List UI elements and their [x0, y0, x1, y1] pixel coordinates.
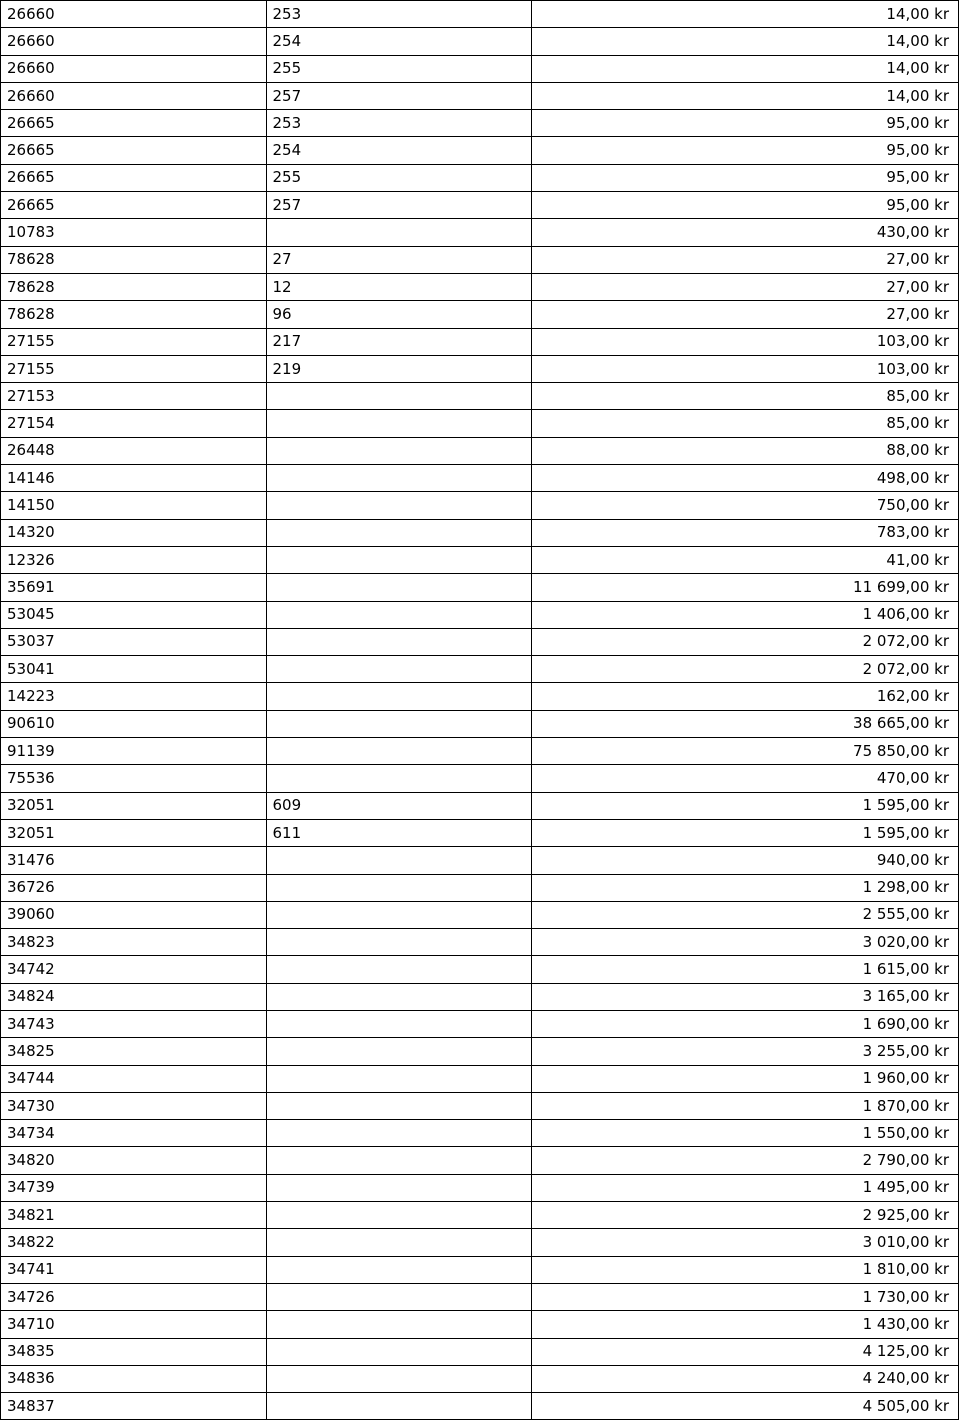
variant-number-cell — [266, 1256, 532, 1283]
variant-number-cell — [266, 1283, 532, 1310]
price-cell: 1 810,00 kr — [532, 1256, 959, 1283]
price-cell: 2 072,00 kr — [532, 656, 959, 683]
variant-number-cell — [266, 1065, 532, 1092]
article-number-cell: 34742 — [1, 956, 267, 983]
variant-number-cell: 257 — [266, 192, 532, 219]
article-number-cell: 14146 — [1, 465, 267, 492]
price-cell: 430,00 kr — [532, 219, 959, 246]
table-row — [1, 301, 959, 328]
price-cell: 3 255,00 kr — [532, 1038, 959, 1065]
article-number-cell: 14223 — [1, 683, 267, 710]
table-row — [1, 792, 959, 819]
table-row — [1, 246, 959, 273]
price-cell: 103,00 kr — [532, 355, 959, 382]
variant-number-cell — [266, 546, 532, 573]
price-cell: 1 550,00 kr — [532, 1120, 959, 1147]
table-row — [1, 1256, 959, 1283]
article-number-cell: 26660 — [1, 28, 267, 55]
article-number-cell: 26448 — [1, 437, 267, 464]
table-row — [1, 1065, 959, 1092]
price-cell: 1 595,00 kr — [532, 792, 959, 819]
article-number-cell: 26665 — [1, 164, 267, 191]
variant-number-cell: 254 — [266, 137, 532, 164]
variant-number-cell — [266, 1147, 532, 1174]
price-cell: 27,00 kr — [532, 246, 959, 273]
price-cell: 75 850,00 kr — [532, 738, 959, 765]
table-row — [1, 874, 959, 901]
table-row — [1, 219, 959, 246]
variant-number-cell: 255 — [266, 164, 532, 191]
price-cell: 1 615,00 kr — [532, 956, 959, 983]
article-number-cell: 26660 — [1, 82, 267, 109]
price-cell: 14,00 kr — [532, 82, 959, 109]
article-number-cell: 27155 — [1, 355, 267, 382]
table-row — [1, 956, 959, 983]
article-number-cell: 26665 — [1, 192, 267, 219]
variant-number-cell: 12 — [266, 273, 532, 300]
article-number-cell: 34744 — [1, 1065, 267, 1092]
variant-number-cell — [266, 519, 532, 546]
variant-number-cell — [266, 1092, 532, 1119]
table-row — [1, 192, 959, 219]
variant-number-cell: 255 — [266, 55, 532, 82]
table-row — [1, 1, 959, 28]
article-number-cell: 26660 — [1, 1, 267, 28]
variant-number-cell — [266, 901, 532, 928]
article-number-cell: 27153 — [1, 383, 267, 410]
price-cell: 14,00 kr — [532, 55, 959, 82]
variant-number-cell — [266, 492, 532, 519]
article-number-cell: 34741 — [1, 1256, 267, 1283]
variant-number-cell: 253 — [266, 1, 532, 28]
variant-number-cell — [266, 1174, 532, 1201]
article-number-cell: 36726 — [1, 874, 267, 901]
article-number-cell: 34743 — [1, 1010, 267, 1037]
price-cell: 4 125,00 kr — [532, 1338, 959, 1365]
variant-number-cell — [266, 574, 532, 601]
table-row — [1, 328, 959, 355]
article-number-cell: 32051 — [1, 792, 267, 819]
table-row — [1, 55, 959, 82]
article-number-cell: 34726 — [1, 1283, 267, 1310]
article-number-cell: 27154 — [1, 410, 267, 437]
table-row — [1, 710, 959, 737]
article-number-cell: 27155 — [1, 328, 267, 355]
table-row — [1, 1283, 959, 1310]
price-cell: 14,00 kr — [532, 1, 959, 28]
table-row — [1, 601, 959, 628]
article-number-cell: 12326 — [1, 546, 267, 573]
price-cell: 470,00 kr — [532, 765, 959, 792]
price-cell: 1 960,00 kr — [532, 1065, 959, 1092]
table-row — [1, 546, 959, 573]
variant-number-cell: 219 — [266, 355, 532, 382]
variant-number-cell — [266, 874, 532, 901]
article-number-cell: 34823 — [1, 929, 267, 956]
table-row — [1, 437, 959, 464]
price-cell: 103,00 kr — [532, 328, 959, 355]
price-list-body — [1, 1, 959, 1420]
article-number-cell: 34825 — [1, 1038, 267, 1065]
table-row — [1, 28, 959, 55]
variant-number-cell — [266, 1393, 532, 1420]
price-cell: 38 665,00 kr — [532, 710, 959, 737]
table-row — [1, 847, 959, 874]
table-row — [1, 1174, 959, 1201]
variant-number-cell — [266, 1202, 532, 1229]
table-row — [1, 164, 959, 191]
variant-number-cell — [266, 656, 532, 683]
price-cell: 2 790,00 kr — [532, 1147, 959, 1174]
table-row — [1, 901, 959, 928]
price-cell: 498,00 kr — [532, 465, 959, 492]
article-number-cell: 26660 — [1, 55, 267, 82]
variant-number-cell — [266, 683, 532, 710]
article-number-cell: 26665 — [1, 137, 267, 164]
price-cell: 14,00 kr — [532, 28, 959, 55]
variant-number-cell — [266, 437, 532, 464]
table-row — [1, 82, 959, 109]
variant-number-cell — [266, 628, 532, 655]
variant-number-cell — [266, 847, 532, 874]
table-row — [1, 765, 959, 792]
article-number-cell: 78628 — [1, 301, 267, 328]
article-number-cell: 39060 — [1, 901, 267, 928]
table-row — [1, 929, 959, 956]
variant-number-cell — [266, 410, 532, 437]
variant-number-cell — [266, 1120, 532, 1147]
variant-number-cell — [266, 1038, 532, 1065]
table-row — [1, 628, 959, 655]
article-number-cell: 34739 — [1, 1174, 267, 1201]
article-number-cell: 14150 — [1, 492, 267, 519]
variant-number-cell: 609 — [266, 792, 532, 819]
price-cell: 95,00 kr — [532, 164, 959, 191]
variant-number-cell: 254 — [266, 28, 532, 55]
variant-number-cell — [266, 929, 532, 956]
variant-number-cell — [266, 383, 532, 410]
price-cell: 95,00 kr — [532, 137, 959, 164]
price-cell: 162,00 kr — [532, 683, 959, 710]
table-row — [1, 574, 959, 601]
article-number-cell: 10783 — [1, 219, 267, 246]
variant-number-cell — [266, 956, 532, 983]
article-number-cell: 34824 — [1, 983, 267, 1010]
price-cell: 85,00 kr — [532, 383, 959, 410]
price-cell: 4 505,00 kr — [532, 1393, 959, 1420]
table-row — [1, 410, 959, 437]
variant-number-cell — [266, 738, 532, 765]
variant-number-cell — [266, 983, 532, 1010]
variant-number-cell: 27 — [266, 246, 532, 273]
price-cell: 11 699,00 kr — [532, 574, 959, 601]
price-cell: 3 010,00 kr — [532, 1229, 959, 1256]
article-number-cell: 78628 — [1, 273, 267, 300]
article-number-cell: 35691 — [1, 574, 267, 601]
variant-number-cell — [266, 219, 532, 246]
price-cell: 3 165,00 kr — [532, 983, 959, 1010]
article-number-cell: 53045 — [1, 601, 267, 628]
table-row — [1, 656, 959, 683]
price-cell: 1 430,00 kr — [532, 1311, 959, 1338]
article-number-cell: 34730 — [1, 1092, 267, 1119]
table-row — [1, 1229, 959, 1256]
table-row — [1, 355, 959, 382]
price-cell: 27,00 kr — [532, 301, 959, 328]
table-row — [1, 383, 959, 410]
price-cell: 3 020,00 kr — [532, 929, 959, 956]
article-number-cell: 53037 — [1, 628, 267, 655]
table-row — [1, 1311, 959, 1338]
variant-number-cell — [266, 1311, 532, 1338]
article-number-cell: 34710 — [1, 1311, 267, 1338]
variant-number-cell: 253 — [266, 110, 532, 137]
price-cell: 95,00 kr — [532, 192, 959, 219]
price-cell: 27,00 kr — [532, 273, 959, 300]
price-cell: 95,00 kr — [532, 110, 959, 137]
table-row — [1, 1338, 959, 1365]
price-cell: 4 240,00 kr — [532, 1365, 959, 1392]
table-row — [1, 273, 959, 300]
price-cell: 88,00 kr — [532, 437, 959, 464]
table-row — [1, 1202, 959, 1229]
table-row — [1, 1147, 959, 1174]
table-row — [1, 465, 959, 492]
table-row — [1, 1038, 959, 1065]
variant-number-cell: 217 — [266, 328, 532, 355]
article-number-cell: 91139 — [1, 738, 267, 765]
table-row — [1, 1010, 959, 1037]
price-cell: 1 690,00 kr — [532, 1010, 959, 1037]
price-cell: 1 870,00 kr — [532, 1092, 959, 1119]
table-row — [1, 819, 959, 846]
variant-number-cell — [266, 465, 532, 492]
article-number-cell: 14320 — [1, 519, 267, 546]
variant-number-cell: 96 — [266, 301, 532, 328]
table-row — [1, 1365, 959, 1392]
article-number-cell: 34734 — [1, 1120, 267, 1147]
price-cell: 1 730,00 kr — [532, 1283, 959, 1310]
price-cell: 41,00 kr — [532, 546, 959, 573]
article-number-cell: 53041 — [1, 656, 267, 683]
article-number-cell: 34821 — [1, 1202, 267, 1229]
article-number-cell: 32051 — [1, 819, 267, 846]
price-cell: 85,00 kr — [532, 410, 959, 437]
table-row — [1, 683, 959, 710]
table-row — [1, 137, 959, 164]
table-row — [1, 1393, 959, 1420]
table-row — [1, 492, 959, 519]
price-cell: 1 298,00 kr — [532, 874, 959, 901]
variant-number-cell: 257 — [266, 82, 532, 109]
article-number-cell: 90610 — [1, 710, 267, 737]
table-row — [1, 110, 959, 137]
table-row — [1, 1092, 959, 1119]
price-cell: 2 072,00 kr — [532, 628, 959, 655]
variant-number-cell — [266, 765, 532, 792]
price-cell: 750,00 kr — [532, 492, 959, 519]
table-row — [1, 519, 959, 546]
article-number-cell: 75536 — [1, 765, 267, 792]
price-cell: 1 406,00 kr — [532, 601, 959, 628]
variant-number-cell — [266, 1338, 532, 1365]
variant-number-cell — [266, 1365, 532, 1392]
price-cell: 1 595,00 kr — [532, 819, 959, 846]
article-number-cell: 26665 — [1, 110, 267, 137]
article-number-cell: 34836 — [1, 1365, 267, 1392]
variant-number-cell — [266, 601, 532, 628]
article-number-cell: 34822 — [1, 1229, 267, 1256]
article-number-cell: 78628 — [1, 246, 267, 273]
variant-number-cell — [266, 710, 532, 737]
table-row — [1, 983, 959, 1010]
price-cell: 2 555,00 kr — [532, 901, 959, 928]
price-cell: 1 495,00 kr — [532, 1174, 959, 1201]
price-cell: 940,00 kr — [532, 847, 959, 874]
table-row — [1, 738, 959, 765]
table-row — [1, 1120, 959, 1147]
variant-number-cell — [266, 1229, 532, 1256]
article-number-cell: 34820 — [1, 1147, 267, 1174]
variant-number-cell — [266, 1010, 532, 1037]
article-number-cell: 31476 — [1, 847, 267, 874]
article-number-cell: 34837 — [1, 1393, 267, 1420]
price-cell: 2 925,00 kr — [532, 1202, 959, 1229]
price-cell: 783,00 kr — [532, 519, 959, 546]
variant-number-cell: 611 — [266, 819, 532, 846]
article-number-cell: 34835 — [1, 1338, 267, 1365]
